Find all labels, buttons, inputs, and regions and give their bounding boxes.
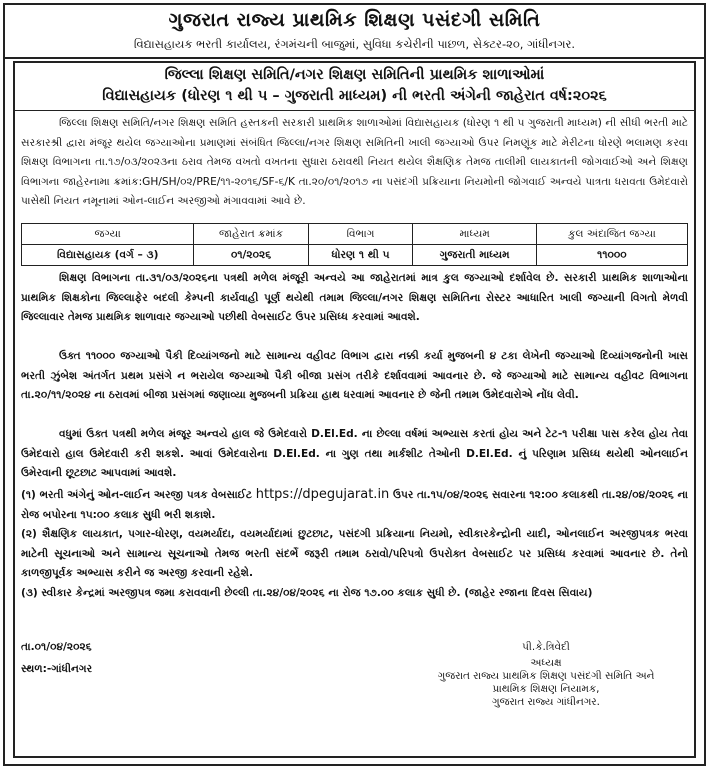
advertisement-box [13, 61, 696, 758]
table-header-row [22, 224, 688, 245]
advertisement-page [3, 3, 706, 766]
col-total-posts: કુલ અંદાજિત જગ્યા [536, 224, 687, 245]
cell-section: ધોરણ ૧ થી ૫ [308, 245, 413, 266]
advertisement-title-line1: જિલ્લા શિક્ષણ સમિતિ/નગર શિક્ષણ સમિતિની પ્રાથમિક શાળાઓમાં [164, 67, 545, 83]
col-ad-number: જાહેરાત ક્રમાંક [194, 224, 308, 245]
title-divider [15, 110, 694, 111]
disability-paragraph: ઉક્ત ૧૧૦૦૦ જગ્યાઓ પૈકી દિવ્યાંગજનો માટે સામાન્ય વહીવટ વિભાગ દ્વારા નક્કી કર્યા મુજબની ૪ ટકા લેખેની જગ્યાઓ દિવ્યાંગજનોની ખાસ ભરતી ઝુંબેશ અંતર્ગત પ્રથમ પ્રસંગે ન ભરાયેલ જગ્યાઓ પૈકી બીજા પ્રસંગ તરીકે દર્શાવવામાં આવનાર છે. જે જગ્યાઓ માટે સામાન્ય વહીવટ વિભાગના તા.૨૦/૧૧/૨૦૨૪ ના ઠરાવમાં બીજા પ્રસંગમાં જણાવ્યા મુજબની પ્રક્રિયા હાથ ધરવામાં આવનાર છે જેની તમામ ઉમેદવારોએ નોંધ લેવી. [21, 350, 688, 402]
notice-place: સ્થળ:-ગાંધીનગર [21, 663, 93, 675]
point-1-prefix: (૧) ભરતી અંગેનું ઓન-લાઈન અરજી પત્રક વેબસાઈટ [21, 489, 253, 501]
point-1-suffix: ઉપર તા.૧૫/૦૪/૨૦૨૬ સવારના ૧૨:૦૦ કલાકથી તા.૨૪/૦૪/૨૦૨૬ ના રોજ બપોરના ૧૫:૦૦ કલાક સુધી ભરી શકાશે. [21, 489, 688, 521]
point-2: (૨) શૈક્ષણિક લાયકાત, પગાર-ધોરણ, વયમર્યાદા, વયમર્યાદામાં છુટછાટ, પસંદગી પ્રક્રિયાના નિયમો, સ્વીકારકેન્દ્રોની યાદી, ઓનલાઈન અરજીપત્રક ભરવા માટેની સૂચનાઓ અને સામાન્ય સૂચનાઓ તેમજ ભરતી સંદર્ભે જરૂરી તમામ ઠરાવો/પરિપત્રો ઉપરોક્ત વેબસાઈટ પર પ્રસિધ્ધ કરવામાં આવનાર છે. તેનો કાળજીપૂર્વક અભ્યાસ કરીને જ અરજી કરવાની રહેશે. [21, 528, 688, 580]
col-post: જગ્યા [22, 224, 194, 245]
signatory-office: પ્રાથમિક શિક્ષણ નિયામક, [492, 683, 600, 695]
col-section: વિભાગ [308, 224, 413, 245]
intro-paragraph: જિલ્લા શિક્ષણ સમિતિ/નગર શિક્ષણ સમિતિ હસ્તકની સરકારી પ્રાથમિક શાળાઓમાં વિદ્યાસહાયક (ધોરણ ૧ થી ૫ ગુજરાતી માધ્યમ) ની સીધી ભરતી માટે સરકારશ્રી દ્વારા મંજૂર થયેલ જગ્યાઓના પ્રમાણમાં સંબંધિત જિલ્લા/નગર શિક્ષણ સમિતિની ખાલી જગ્યાઓ ઉપર નિમણૂંક માટે મેરીટના ધોરણે ભલામણ કરવા શિક્ષણ વિભાગના તા.૧૭/૦૩/૨૦૨૩ના ઠરાવ તેમજ વખતો વખતના સુધારા ઠરાવથી નિયત થયેલ શૈક્ષણિક તેમજ તાલીમી લાયકાતની જોગવાઈઓ અને શિક્ષણ વિભાગના જાહેરનામા ક્રમાંક:GH/SH/૦૨/PRE/૧૧-૨૦૧૬/SF-૬/K તા.૨૦/૦૧/૨૦૧૭ ના પસંદગી પ્રક્રિયાના નિયમોની જોગવાઈ અન્વયે પાત્રતા ધરાવતા ઉમેદવારો પાસેથી નિયત નમૂનામાં ઓન-લાઈન અરજીઓ મંગાવવામાં આવે છે. [21, 117, 688, 208]
signatory-name: પી.કે.ત્રિવેદી [522, 641, 570, 653]
point-3: (૩) સ્વીકાર કેન્દ્રમાં અરજીપત્ર જમા કરાવવાની છેલ્લી તા.૨૪/૦૪/૨૦૨૬ ના રોજ ૧૭.૦૦ કલાક સુધી છે. (જાહેર રજાના દિવસ સિવાય) [21, 587, 593, 599]
cell-post: વિદ્યાસહાયક (વર્ગ – ૩) [22, 245, 194, 266]
advertisement-title-line2: વિદ્યાસહાયક (ધોરણ ૧ થી ૫ – ગુજરાતી માધ્યમ) ની ભરતી અંગેની જાહેરાત વર્ષ:૨૦૨૬ [102, 88, 607, 104]
col-medium: માધ્યમ [413, 224, 536, 245]
signatory-org: ગુજરાત રાજ્ય પ્રાથમિક શિક્ષણ પસંદગી સમિતિ અને [437, 670, 655, 682]
committee-title: ગુજરાત રાજ્ય પ્રાથમિક શિક્ષણ પસંદગી સમિતિ [168, 9, 541, 31]
deled-paragraph: વધુમાં ઉક્ત પત્રથી મળેલ મંજૂર અન્વયે હાલ જે ઉમેદવારો D.El.Ed. ના છેલ્લા વર્ષમાં અભ્યાસ કરતાં હોય અને ટેટ-૧ પરીક્ષા પાસ કરેલ હોય તેવા ઉમેદવારો હાલ ઉમેદવારી કરી શકશે. આવાં ઉમેદવારોના D.El.Ed. ના ગુણ તથા માર્કશીટ તેઓની D.El.Ed. નું પરિણામ પ્રસિધ્ધ થયેથી ઓનલાઈન ઉમેરવાની છૂટછાટ આપવામાં આવશે. [21, 428, 688, 480]
office-address: વિદ્યાસહાયક ભરતી કાર્યાલય, રંગમંચની બાજુમાં, સુવિધા કચેરીની પાછળ, સેક્ટર-૨૦, ગાંધીનગર. [133, 37, 576, 51]
table-row [22, 245, 688, 266]
header-divider [5, 57, 704, 59]
signatory-location: ગુજરાત રાજ્ય ગાંધીનગર. [492, 696, 600, 708]
notice-date: તા.૦૧/૦૪/૨૦૨૬ [21, 641, 92, 653]
approval-paragraph: શિક્ષણ વિભાગના તા.૩૧/૦૩/૨૦૨૬ના પત્રથી મળેલ મંજૂરી અન્વયે આ જાહેરાતમાં માત્ર કુલ જગ્યાઓ દર્શાવેલ છે. સરકારી પ્રાથમિક શાળાઓના પ્રાથમિક શિક્ષકોના જિલ્લાફેર બદલી કેમ્પની કાર્યવાહી પૂર્ણ થયેથી તમામ જિલ્લા/નગર શિક્ષણ સમિતિના રોસ્ટર આધારિત ખાલી જગ્યાની વિગતો મેળવી જિલ્લાવાર તેમજ પ્રાથમિક શાળાવાર જગ્યાઓ પછીથી વેબસાઈટ ઉપર પ્રસિધ્ધ કરવામાં આવશે. [21, 272, 688, 324]
advertisement-title [15, 65, 694, 107]
signatory-role: અધ્યક્ષ [530, 657, 562, 669]
website-link[interactable]: https://dpegujarat.in [255, 487, 390, 502]
cell-total-posts: ૧૧૦૦૦ [536, 245, 687, 266]
cell-medium: ગુજરાતી માધ્યમ [413, 245, 536, 266]
point-1 [21, 485, 688, 525]
cell-ad-number: ૦૧/૨૦૨૬ [194, 245, 308, 266]
signature-block [406, 641, 686, 709]
posts-table [21, 223, 688, 266]
